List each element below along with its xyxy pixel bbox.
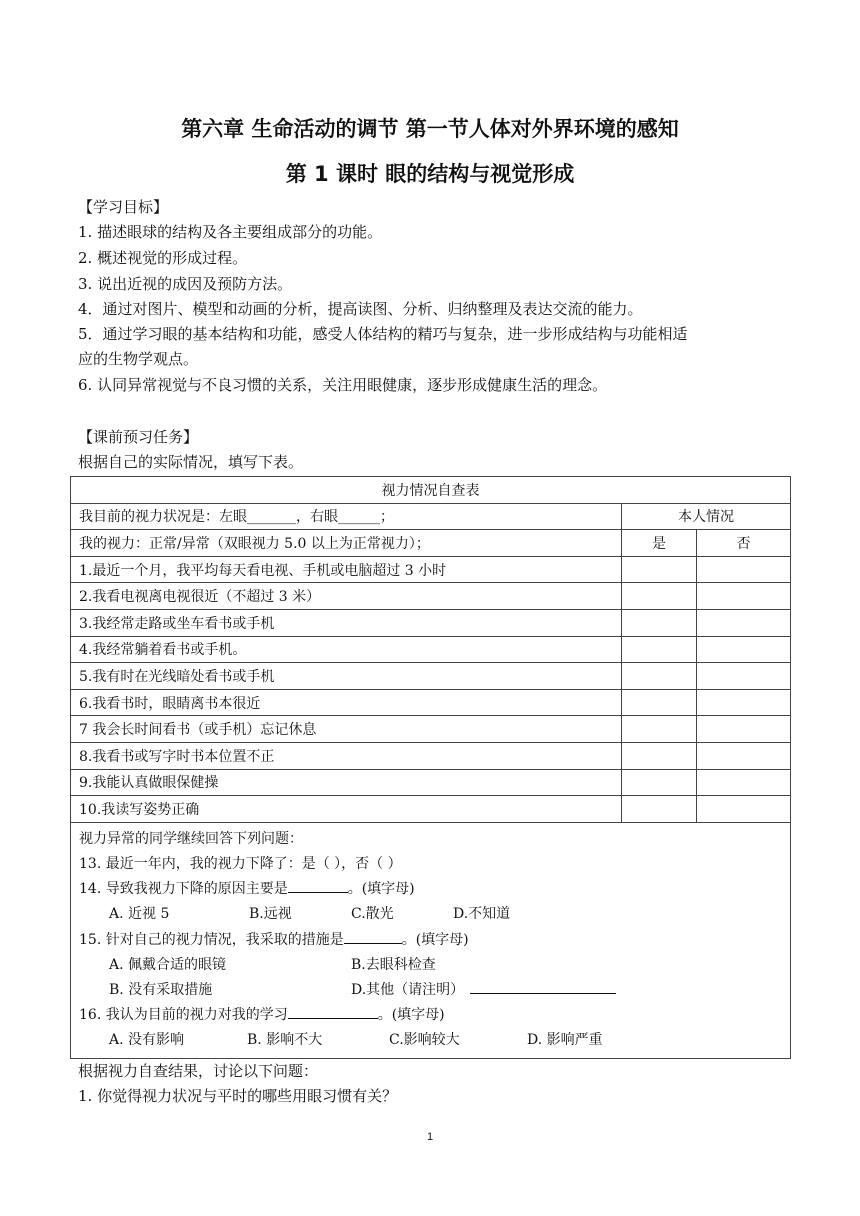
question-16 [79, 1003, 782, 1028]
objective-item: 4．通过对图片、模型和动画的分析，提高读图、分析、归纳整理及表达交流的能力。 [78, 300, 643, 318]
yes-cell[interactable] [622, 663, 697, 690]
option-a: A. 近视 5 [109, 906, 170, 923]
objective-item: 3. 说出近视的成因及预防方法。 [78, 275, 293, 293]
page-title: 第六章 生命活动的调节 第一节人体对外界环境的感知 [181, 117, 679, 141]
yes-cell[interactable] [622, 689, 697, 716]
table-row [71, 689, 791, 716]
question-15-text: 15. 针对自己的视力情况，我采取的措施是 [79, 931, 344, 948]
question-14-options [79, 902, 782, 927]
discussion-intro: 根据视力自查结果，讨论以下问题： [78, 1062, 319, 1080]
objective-item: 2. 概述视觉的形成过程。 [78, 249, 248, 267]
table-row [71, 716, 791, 743]
table-title: 视力情况自查表 [71, 477, 791, 504]
preview-heading: 【课前预习任务】 [78, 428, 199, 446]
yes-cell[interactable] [622, 636, 697, 663]
option-c: C.影响较大 [389, 1032, 460, 1049]
question-13: 13. 最近一年内，我的视力下降了：是（ ），否（ ） [79, 855, 402, 872]
no-cell[interactable] [697, 689, 791, 716]
yes-cell[interactable] [622, 796, 697, 823]
page-number: 1 [426, 1131, 434, 1143]
objectives-heading: 【学习目标】 [78, 198, 169, 216]
question-14 [79, 877, 782, 902]
question-14-suffix: 。(填字母) [347, 881, 415, 898]
lesson-subtitle: 第 1 课时 眼的结构与视觉形成 [285, 162, 575, 186]
option-c: B. 没有采取措施 [109, 981, 213, 998]
other-blank[interactable] [470, 978, 616, 994]
no-cell[interactable] [697, 742, 791, 769]
option-d: D.不知道 [453, 906, 511, 923]
question-16-suffix: 。(填字母) [377, 1007, 445, 1024]
followup-questions [71, 822, 791, 1058]
yes-cell[interactable] [622, 742, 697, 769]
no-cell[interactable] [697, 769, 791, 796]
habit-question: 5.我有时在光线暗处看书或手机 [71, 663, 622, 690]
yes-cell[interactable] [622, 609, 697, 636]
habit-question: 2.我看电视离电视很近（不超过 3 米） [71, 583, 622, 610]
table-row [71, 742, 791, 769]
objective-item: 应的生物学观点。 [78, 350, 199, 368]
no-cell[interactable] [697, 663, 791, 690]
preview-instruction: 根据自己的实际情况，填写下表。 [78, 453, 304, 471]
yes-cell[interactable] [622, 556, 697, 583]
yes-header: 是 [622, 530, 697, 557]
habit-question: 6.我看书时，眼睛离书本很近 [71, 689, 622, 716]
habit-question: 10.我读写姿势正确 [71, 796, 622, 823]
question-14-text: 14. 导致我视力下降的原因主要是 [79, 881, 288, 898]
table-row [71, 556, 791, 583]
table-row [71, 769, 791, 796]
question-15 [79, 928, 782, 953]
discussion-question-1: 1. 你觉得视力状况与平时的哪些用眼习惯有关？ [78, 1087, 398, 1105]
table-row [71, 636, 791, 663]
yes-cell[interactable] [622, 769, 697, 796]
table-row [71, 796, 791, 823]
option-a: A. 佩戴合适的眼镜 [109, 956, 227, 973]
no-cell[interactable] [697, 716, 791, 743]
objective-item: 1. 描述眼球的结构及各主要组成部分的功能。 [78, 223, 383, 241]
no-cell[interactable] [697, 583, 791, 610]
habit-question: 7 我会长时间看书（或手机）忘记休息 [71, 716, 622, 743]
option-b: B.去眼科检查 [351, 956, 436, 973]
option-d-label: D.其他（请注明） [351, 981, 465, 998]
yes-cell[interactable] [622, 583, 697, 610]
option-d [351, 978, 616, 1003]
option-b: B.远视 [249, 906, 292, 923]
answer-blank[interactable] [288, 877, 348, 893]
habit-question: 8.我看书或写字时书本位置不正 [71, 742, 622, 769]
vision-checklist-table [70, 476, 791, 1059]
no-cell[interactable] [697, 609, 791, 636]
objective-item: 6. 认同异常视觉与不良习惯的关系，关注用眼健康，逐步形成健康生活的理念。 [78, 376, 608, 394]
habit-question: 4.我经常躺着看书或手机。 [71, 636, 622, 663]
self-status-header: 本人情况 [622, 503, 791, 530]
habit-question: 9.我能认真做眼保健操 [71, 769, 622, 796]
habit-question: 1.最近一个月，我平均每天看电视、手机或电脑超过 3 小时 [71, 556, 622, 583]
question-15-options-row1 [79, 953, 782, 978]
option-a: A. 没有影响 [109, 1032, 185, 1049]
no-cell[interactable] [697, 556, 791, 583]
followup-intro: 视力异常的同学继续回答下列问题： [79, 830, 303, 847]
no-cell[interactable] [697, 636, 791, 663]
vision-status-line: 我目前的视力状况是：左眼_______，右眼______； [71, 503, 622, 530]
answer-blank[interactable] [344, 928, 402, 944]
yes-cell[interactable] [622, 716, 697, 743]
option-d: D. 影响严重 [527, 1032, 603, 1049]
objective-item: 5．通过学习眼的基本结构和功能，感受人体结构的精巧与复杂，进一步形成结构与功能相适 [78, 325, 688, 343]
question-16-text: 16. 我认为目前的视力对我的学习 [79, 1007, 288, 1024]
no-cell[interactable] [697, 796, 791, 823]
table-row [71, 663, 791, 690]
option-b: B. 影响不大 [247, 1032, 323, 1049]
question-16-options [79, 1028, 782, 1053]
answer-blank[interactable] [288, 1003, 378, 1019]
option-c: C.散光 [351, 906, 394, 923]
table-row [71, 609, 791, 636]
table-row [71, 583, 791, 610]
question-15-options-row2 [79, 978, 782, 1003]
vision-normal-line: 我的视力：正常/异常（双眼视力 5.0 以上为正常视力）； [71, 530, 622, 557]
question-15-suffix: 。(填字母) [401, 931, 469, 948]
no-header: 否 [697, 530, 791, 557]
habit-question: 3.我经常走路或坐车看书或手机 [71, 609, 622, 636]
